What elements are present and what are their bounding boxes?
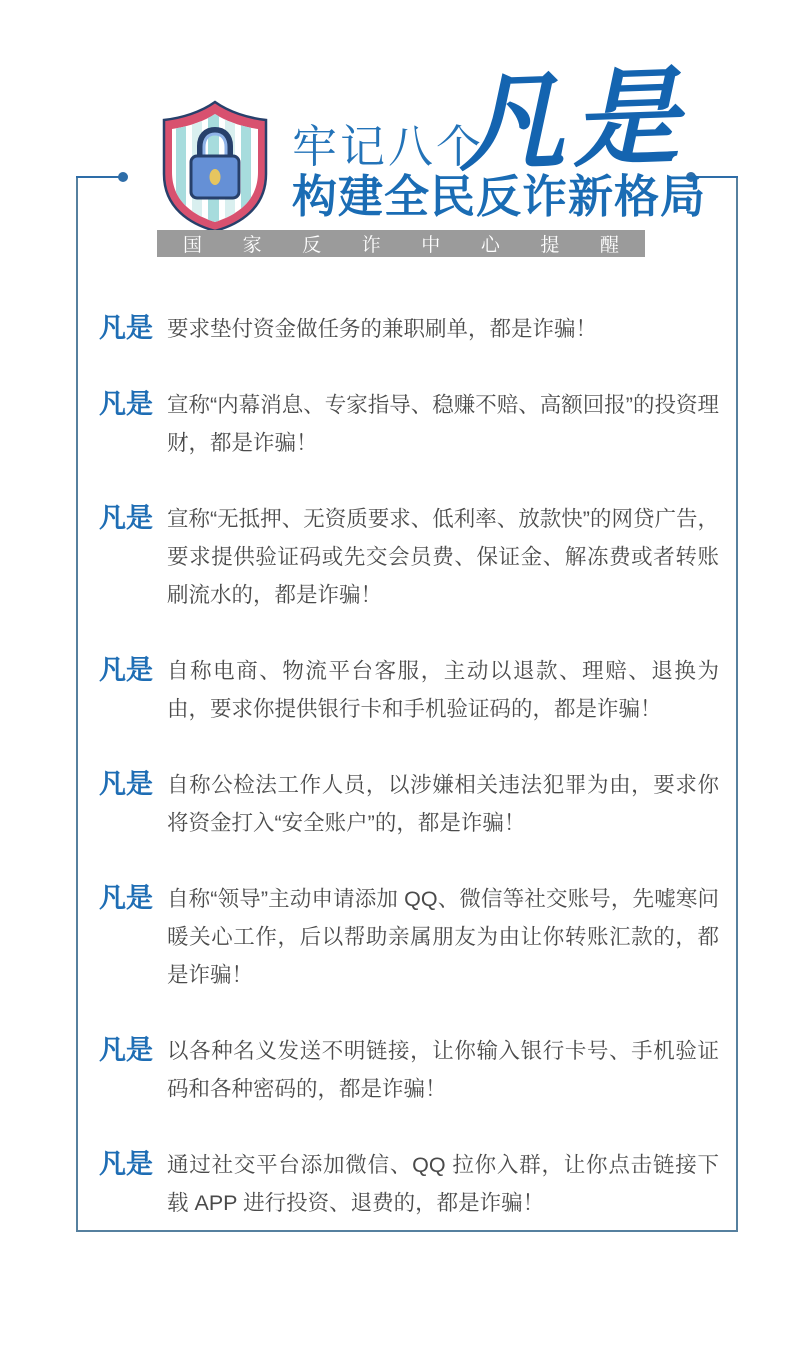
- fanshi-label: 凡是: [99, 1149, 153, 1179]
- fanshi-label: 凡是: [99, 655, 153, 685]
- warning-text: 自称公检法工作人员，以涉嫌相关违法犯罪为由，要求你将资金打入“安全账户”的，都是诈骗！: [167, 773, 719, 835]
- warning-item: [99, 1146, 719, 1222]
- subtitle-char: 反: [302, 235, 322, 256]
- subtitle-char: 国: [183, 235, 203, 256]
- warning-text: 自称“领导”主动申请添加 QQ、微信等社交账号，先嘘寒问暖关心工作，后以帮助亲属朋友为由让你转账汇款的，都是诈骗！: [167, 887, 719, 987]
- title-line2: 构建全民反诈新格局: [292, 171, 707, 222]
- warning-item: [99, 1032, 719, 1108]
- subtitle-char: 中: [421, 235, 441, 256]
- subtitle-char: 诈: [361, 235, 381, 256]
- fanshi-label: 凡是: [99, 313, 153, 343]
- title-prefix: 牢记八个: [292, 121, 485, 172]
- warning-text: 要求垫付资金做任务的兼职刷单，都是诈骗！: [167, 317, 598, 341]
- fanshi-label: 凡是: [99, 389, 153, 419]
- fanshi-label: 凡是: [99, 503, 153, 533]
- fanshi-label: 凡是: [99, 1035, 153, 1065]
- warning-item: [99, 386, 719, 462]
- fanshi-label: 凡是: [99, 769, 153, 799]
- warning-item: [99, 766, 719, 842]
- warning-item: [99, 652, 719, 728]
- warning-text: 通过社交平台添加微信、QQ 拉你入群，让你点击链接下载 APP 进行投资、退费的，都是诈骗！: [167, 1153, 719, 1215]
- title-script-fanshi: 凡是: [456, 58, 689, 184]
- subtitle-char: 醒: [599, 235, 619, 256]
- warning-item: [99, 310, 719, 348]
- warning-text: 宣称“内幕消息、专家指导、稳赚不赔、高额回报”的投资理财，都是诈骗！: [167, 393, 719, 455]
- warning-item: [99, 500, 719, 614]
- subtitle-char: 心: [480, 235, 500, 256]
- subtitle-banner: [157, 230, 645, 257]
- fanshi-label: 凡是: [99, 883, 153, 913]
- subtitle-char: 提: [540, 235, 560, 256]
- warning-list: [99, 310, 719, 1260]
- subtitle-char: 家: [242, 235, 262, 256]
- warning-text: 以各种名义发送不明链接，让你输入银行卡号、手机验证码和各种密码的，都是诈骗！: [167, 1039, 719, 1101]
- shield-lock-icon: [156, 98, 274, 234]
- warning-text: 宣称“无抵押、无资质要求、低利率、放款快”的网贷广告，要求提供验证码或先交会员费、保证金、解冻费或者转账刷流水的，都是诈骗！: [167, 507, 719, 607]
- warning-item: [99, 880, 719, 994]
- warning-text: 自称电商、物流平台客服，主动以退款、理赔、退换为由，要求你提供银行卡和手机验证码的，都是诈骗！: [167, 659, 719, 721]
- frame-dot-left: [118, 172, 128, 182]
- frame-tick-left: [76, 176, 120, 178]
